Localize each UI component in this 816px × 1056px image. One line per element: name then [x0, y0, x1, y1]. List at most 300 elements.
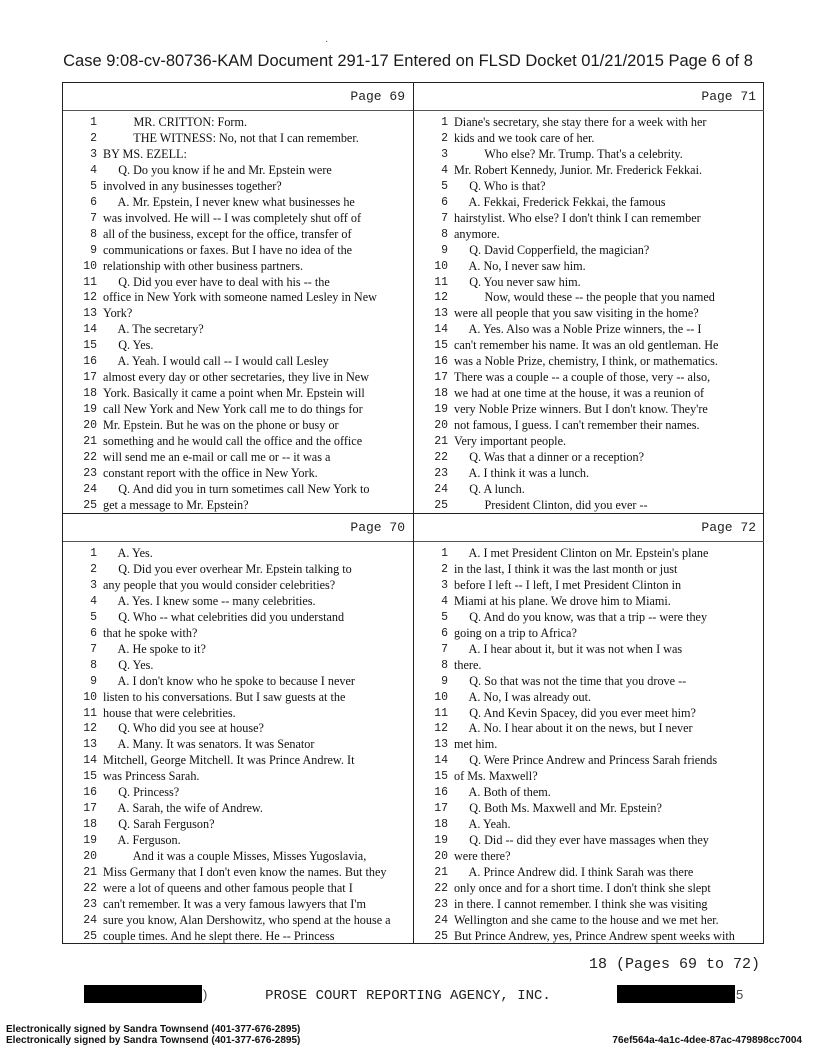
line-number: 20	[434, 419, 448, 433]
line-number: 10	[83, 690, 97, 704]
transcript-line	[414, 545, 764, 562]
line-number: 17	[83, 371, 97, 385]
transcript-line	[414, 258, 764, 275]
line-text: only once and for a short time. I don't think she slept	[454, 880, 711, 895]
line-text: were there?	[454, 849, 511, 864]
transcript-line	[63, 353, 413, 370]
transcript-line	[63, 433, 413, 450]
transcript-line	[414, 481, 764, 498]
transcript-line	[63, 401, 413, 418]
line-number: 14	[434, 754, 448, 768]
line-text: that he spoke with?	[103, 625, 198, 640]
transcript-line	[414, 752, 764, 769]
line-number: 24	[83, 913, 97, 927]
line-text: Q. Yes.	[103, 338, 154, 353]
line-number: 3	[441, 147, 448, 161]
transcript-line	[63, 162, 413, 179]
transcript-line	[63, 657, 413, 674]
line-text: BY MS. EZELL:	[103, 146, 187, 161]
case-header: Case 9:08-cv-80736-KAM Document 291-17 Entered on FLSD Docket 01/21/2015 Page 6 of 8	[63, 52, 753, 70]
line-text: was involved. He will -- I was completely shut off of	[103, 210, 362, 225]
transcript-line	[63, 369, 413, 386]
transcript-line	[63, 832, 413, 849]
line-number: 11	[434, 275, 448, 289]
e-signature-line-1: Electronically signed by Sandra Townsend (401-377-676-2895)	[6, 1024, 301, 1035]
transcript-line	[414, 768, 764, 785]
line-number: 9	[441, 243, 448, 257]
line-number: 17	[83, 802, 97, 816]
line-text: Miami at his plane. We drove him to Miami.	[454, 593, 671, 608]
transcript-line	[63, 641, 413, 658]
line-number: 10	[83, 259, 97, 273]
page-number-label: Page 69	[350, 89, 405, 104]
transcript-line	[414, 736, 764, 753]
page-header-rule	[414, 110, 764, 111]
line-number: 6	[441, 195, 448, 209]
line-number: 5	[90, 610, 97, 624]
line-text: Q. David Copperfield, the magician?	[454, 242, 650, 257]
document-hash: 76ef564a-4a1c-4dee-87ac-479898cc7004	[612, 1035, 802, 1046]
line-number: 21	[83, 435, 97, 448]
line-number: 13	[434, 307, 448, 321]
line-number: 6	[90, 195, 97, 209]
line-number: 22	[83, 450, 97, 464]
line-number: 13	[83, 738, 97, 752]
line-text: any people that you would consider celebrities?	[103, 577, 336, 592]
line-number: 20	[83, 419, 97, 433]
line-text: we had at one time at the house, it was a reunion of	[454, 386, 705, 401]
transcript-line	[63, 146, 413, 163]
page-number-label: Page 71	[701, 89, 756, 104]
transcript-line	[63, 864, 413, 881]
transcript-line	[63, 800, 413, 817]
line-number: 19	[83, 403, 97, 417]
transcript-line	[63, 880, 413, 897]
line-number: 12	[83, 722, 97, 736]
line-number: 13	[434, 738, 448, 752]
transcript-line	[63, 194, 413, 211]
line-number: 14	[434, 323, 448, 337]
line-text: Q. Do you know if he and Mr. Epstein were	[103, 162, 332, 177]
line-number: 8	[90, 227, 97, 241]
transcript-line	[414, 577, 764, 594]
line-number: 2	[441, 562, 448, 576]
line-number: 4	[90, 163, 97, 177]
line-number: 12	[434, 722, 448, 736]
line-text: Q. Who is that?	[454, 178, 546, 193]
line-text: A. Fekkai, Frederick Fekkai, the famous	[454, 194, 666, 209]
line-number: 5	[90, 179, 97, 193]
line-text: Q. Did you ever overhear Mr. Epstein talking to	[103, 561, 352, 576]
transcript-line	[414, 896, 764, 913]
line-text: Q. Both Ms. Maxwell and Mr. Epstein?	[454, 801, 662, 816]
line-text: Q. Sarah Ferguson?	[103, 817, 215, 832]
line-text: can't remember. It was a very famous lawyers that I'm	[103, 896, 366, 911]
line-number: 14	[83, 754, 97, 768]
line-text: involved in any businesses together?	[103, 178, 282, 193]
line-text: Q. And do you know, was that a trip -- were they	[454, 609, 708, 624]
line-text: listen to his conversations. But I saw guests at the	[103, 689, 346, 704]
line-text: there.	[454, 657, 482, 672]
line-number: 25	[83, 929, 97, 943]
line-number: 9	[90, 243, 97, 257]
line-number: 18	[434, 387, 448, 401]
line-number: 15	[83, 339, 97, 353]
line-number: 12	[434, 291, 448, 305]
transcript-line	[414, 497, 764, 513]
line-text: something and he would call the office and the office	[103, 434, 363, 448]
transcript-line	[414, 928, 764, 944]
line-number: 23	[83, 897, 97, 911]
transcript-line	[63, 417, 413, 434]
transcript-line	[63, 816, 413, 833]
page-number-label: Page 72	[701, 520, 756, 535]
line-text: going on a trip to Africa?	[454, 625, 577, 640]
line-number: 23	[434, 897, 448, 911]
line-text: sure you know, Alan Dershowitz, who spend at the house a	[103, 912, 391, 927]
line-text: couple times. And he slept there. He -- Princess	[103, 928, 335, 943]
transcript-line	[414, 848, 764, 865]
line-text: Diane's secretary, she stay there for a week with her	[454, 115, 707, 129]
scan-mark: ·	[325, 36, 329, 47]
line-text: get a message to Mr. Epstein?	[103, 497, 249, 512]
transcript-line	[63, 385, 413, 402]
transcript-line	[63, 337, 413, 354]
line-text: was Princess Sarah.	[103, 769, 200, 784]
transcript-line	[63, 736, 413, 753]
transcript-line	[414, 784, 764, 801]
transcript-line	[63, 896, 413, 913]
line-number: 16	[83, 786, 97, 800]
transcript-line	[414, 401, 764, 418]
transcript-line	[414, 114, 764, 131]
transcript-grid	[62, 82, 764, 944]
transcript-line	[63, 784, 413, 801]
transcript-line	[414, 226, 764, 243]
line-text: Q. Did -- did they ever have massages when they	[454, 833, 709, 848]
line-text: York?	[103, 306, 133, 321]
line-number: 1	[90, 547, 97, 560]
transcript-line	[63, 705, 413, 722]
transcript-line	[414, 417, 764, 434]
line-number: 11	[83, 275, 97, 289]
transcript-line	[414, 912, 764, 929]
line-text: President Clinton, did you ever --	[454, 497, 648, 512]
transcript-line	[414, 162, 764, 179]
page-header-rule	[63, 541, 413, 542]
line-text: in the last, I think it was the last month or just	[454, 561, 678, 576]
line-text: Q. Yes.	[103, 657, 154, 672]
transcript-line	[414, 385, 764, 402]
line-number: 23	[83, 466, 97, 480]
line-number: 16	[83, 355, 97, 369]
line-text: not famous, I guess. I can't remember their names.	[454, 418, 700, 433]
line-number: 19	[434, 834, 448, 848]
line-text: Q. Who did you see at house?	[103, 721, 264, 736]
transcript-line	[414, 130, 764, 147]
redaction-tail-right: 5	[736, 987, 744, 1002]
transcript-line	[63, 258, 413, 275]
transcript-line	[414, 593, 764, 610]
line-text: THE WITNESS: No, not that I can remember.	[103, 130, 359, 145]
line-text: hairstylist. Who else? I don't think I can remember	[454, 210, 701, 225]
line-number: 15	[434, 770, 448, 784]
line-text: Very important people.	[454, 434, 567, 448]
line-number: 15	[83, 770, 97, 784]
redaction-tail-left: )	[203, 987, 208, 1002]
line-text: very Noble Prize winners. But I don't know. They're	[454, 402, 708, 417]
line-number: 17	[434, 802, 448, 816]
transcript-line	[414, 353, 764, 370]
line-number: 20	[83, 850, 97, 864]
line-number: 23	[434, 466, 448, 480]
transcript-line	[414, 146, 764, 163]
line-text: A. No, I was already out.	[454, 689, 592, 704]
line-number: 4	[441, 163, 448, 177]
transcript-line	[414, 816, 764, 833]
line-number: 6	[90, 626, 97, 640]
line-number: 1	[441, 547, 448, 560]
line-number: 21	[434, 435, 448, 448]
transcript-line	[414, 321, 764, 338]
line-text: A. Many. It was senators. It was Senator	[103, 737, 315, 752]
transcript-line	[63, 178, 413, 195]
line-number: 1	[90, 116, 97, 129]
transcript-line	[63, 210, 413, 227]
line-text: house that were celebrities.	[103, 705, 236, 720]
transcript-page-72	[414, 514, 764, 944]
line-number: 14	[83, 323, 97, 337]
line-text: A. No, I never saw him.	[454, 258, 586, 273]
line-number: 21	[434, 866, 448, 879]
line-text: A. Yeah. I would call -- I would call Lesley	[103, 354, 329, 369]
transcript-line	[63, 305, 413, 322]
transcript-line	[63, 609, 413, 626]
line-number: 18	[83, 818, 97, 832]
line-number: 24	[434, 913, 448, 927]
line-number: 11	[434, 706, 448, 720]
line-number: 24	[434, 482, 448, 496]
line-number: 21	[83, 866, 97, 879]
transcript-line	[63, 593, 413, 610]
transcript-line	[414, 800, 764, 817]
transcript-line	[414, 705, 764, 722]
transcript-line	[63, 912, 413, 929]
line-number: 9	[90, 674, 97, 688]
line-text: Q. Princess?	[103, 785, 180, 800]
line-text: A. Both of them.	[454, 785, 551, 800]
line-text: But Prince Andrew, yes, Prince Andrew spent weeks with	[454, 928, 735, 943]
transcript-line	[63, 481, 413, 498]
line-number: 8	[90, 658, 97, 672]
line-text: A. I don't know who he spoke to because I never	[103, 673, 355, 688]
transcript-line	[63, 465, 413, 482]
transcript-line	[414, 449, 764, 466]
line-text: Q. And did you in turn sometimes call New York to	[103, 481, 370, 496]
transcript-line	[63, 768, 413, 785]
transcript-line	[63, 848, 413, 865]
transcript-line	[63, 114, 413, 131]
line-text: A. The secretary?	[103, 322, 204, 337]
transcript-line	[63, 321, 413, 338]
transcript-line	[63, 928, 413, 944]
line-text: communications or faxes. But I have no idea of the	[103, 242, 353, 257]
page-header-rule	[414, 541, 764, 542]
transcript-line	[414, 337, 764, 354]
transcript-line	[63, 561, 413, 578]
line-number: 25	[83, 498, 97, 512]
agency-name: PROSE COURT REPORTING AGENCY, INC.	[265, 988, 551, 1004]
line-number: 8	[441, 227, 448, 241]
transcript-line	[414, 657, 764, 674]
line-number: 20	[434, 850, 448, 864]
line-number: 11	[83, 706, 97, 720]
line-number: 2	[90, 131, 97, 145]
line-text: met him.	[454, 737, 498, 752]
line-number: 15	[434, 339, 448, 353]
line-number: 12	[83, 291, 97, 305]
transcript-line	[414, 673, 764, 690]
line-text: A. I hear about it, but it was not when I was	[454, 641, 683, 656]
line-number: 7	[90, 211, 97, 225]
line-text: constant report with the office in New York.	[103, 465, 318, 480]
line-number: 5	[441, 610, 448, 624]
line-text: were all people that you saw visiting in the home?	[454, 306, 699, 321]
line-number: 5	[441, 179, 448, 193]
line-text: Q. And Kevin Spacey, did you ever meet him?	[454, 705, 696, 720]
line-text: A. Yes. Also was a Noble Prize winners, the -- I	[454, 322, 702, 337]
transcript-line	[63, 242, 413, 259]
transcript-line	[414, 880, 764, 897]
line-text: And it was a couple Misses, Misses Yugoslavia,	[103, 849, 367, 864]
line-text: A. Yes. I knew some -- many celebrities.	[103, 593, 316, 608]
line-number: 19	[83, 834, 97, 848]
transcript-line	[63, 289, 413, 306]
line-number: 7	[90, 642, 97, 656]
transcript-line	[63, 226, 413, 243]
line-text: all of the business, except for the office, transfer of	[103, 226, 352, 241]
line-text: call New York and New York call me to do things for	[103, 402, 363, 417]
line-text: were a lot of queens and other famous people that I	[103, 880, 353, 895]
transcript-line	[414, 864, 764, 881]
line-number: 10	[434, 259, 448, 273]
line-text: will send me an e-mail or call me or -- it was a	[103, 449, 331, 464]
transcript-page-70	[63, 514, 413, 944]
transcript-line	[414, 242, 764, 259]
line-text: can't remember his name. It was an old gentleman. He	[454, 338, 719, 353]
line-text: almost every day or other secretaries, they live in New	[103, 370, 369, 385]
line-number: 17	[434, 371, 448, 385]
line-number: 6	[441, 626, 448, 640]
line-number: 10	[434, 690, 448, 704]
page-number-label: Page 70	[350, 520, 405, 535]
line-text: A. Prince Andrew did. I think Sarah was there	[454, 865, 694, 879]
line-number: 19	[434, 403, 448, 417]
line-text: before I left -- I left, I met President Clinton in	[454, 577, 682, 592]
transcript-line	[414, 641, 764, 658]
transcript-line	[414, 305, 764, 322]
line-text: A. Ferguson.	[103, 833, 181, 848]
line-number: 2	[90, 562, 97, 576]
line-number: 2	[441, 131, 448, 145]
transcript-line	[63, 497, 413, 513]
line-number: 22	[434, 450, 448, 464]
line-text: There was a couple -- a couple of those, very -- also,	[454, 370, 711, 385]
line-text: Q. You never saw him.	[454, 274, 581, 289]
line-text: A. Yeah.	[454, 817, 511, 832]
line-number: 3	[90, 147, 97, 161]
line-text: office in New York with someone named Lesley in New	[103, 290, 377, 305]
line-number: 16	[434, 355, 448, 369]
line-number: 8	[441, 658, 448, 672]
line-text: A. No. I hear about it on the news, but I never	[454, 721, 693, 736]
transcript-line	[63, 720, 413, 737]
transcript-line	[63, 673, 413, 690]
redaction-bar-right	[617, 985, 735, 1003]
line-text: MR. CRITTON: Form.	[103, 115, 248, 129]
line-text: Q. Was that a dinner or a reception?	[454, 449, 644, 464]
line-number: 7	[441, 211, 448, 225]
transcript-line	[414, 210, 764, 227]
line-text: A. Sarah, the wife of Andrew.	[103, 801, 263, 816]
line-text: Q. A lunch.	[454, 481, 525, 496]
transcript-line	[414, 289, 764, 306]
transcript-line	[63, 689, 413, 706]
line-text: A. I met President Clinton on Mr. Epstein's plane	[454, 546, 709, 560]
line-text: A. He spoke to it?	[103, 641, 206, 656]
line-text: Mr. Robert Kennedy, Junior. Mr. Frederick Fekkai.	[454, 162, 702, 177]
line-number: 4	[441, 594, 448, 608]
line-number: 25	[434, 498, 448, 512]
line-number: 18	[434, 818, 448, 832]
page-header-rule	[63, 110, 413, 111]
transcript-line	[414, 689, 764, 706]
transcript-page-69	[63, 83, 413, 513]
transcript-line	[63, 274, 413, 291]
line-number: 24	[83, 482, 97, 496]
transcript-line	[63, 449, 413, 466]
line-number: 13	[83, 307, 97, 321]
e-signature-line-2: Electronically signed by Sandra Townsend (401-377-676-2895)	[6, 1035, 301, 1046]
line-text: was a Noble Prize, chemistry, I think, or mathematics.	[454, 354, 718, 369]
line-text: York. Basically it came a point when Mr. Epstein will	[103, 386, 365, 401]
line-text: Q. Who -- what celebrities did you understand	[103, 609, 345, 624]
transcript-line	[63, 625, 413, 642]
line-number: 1	[441, 116, 448, 129]
transcript-page-71	[414, 83, 764, 513]
transcript-line	[414, 433, 764, 450]
line-text: Mr. Epstein. But he was on the phone or busy or	[103, 418, 339, 433]
line-number: 3	[441, 578, 448, 592]
line-number: 4	[90, 594, 97, 608]
transcript-line	[63, 577, 413, 594]
line-number: 7	[441, 642, 448, 656]
transcript-line	[414, 369, 764, 386]
transcript-line	[414, 625, 764, 642]
transcript-line	[414, 178, 764, 195]
line-number: 25	[434, 929, 448, 943]
line-text: Now, would these -- the people that you named	[454, 290, 715, 305]
transcript-line	[414, 609, 764, 626]
transcript-line	[414, 274, 764, 291]
transcript-line	[414, 720, 764, 737]
transcript-line	[63, 545, 413, 562]
line-number: 22	[434, 881, 448, 895]
line-number: 22	[83, 881, 97, 895]
transcript-line	[63, 130, 413, 147]
pages-summary: 18 (Pages 69 to 72)	[588, 956, 760, 973]
transcript-line	[414, 832, 764, 849]
